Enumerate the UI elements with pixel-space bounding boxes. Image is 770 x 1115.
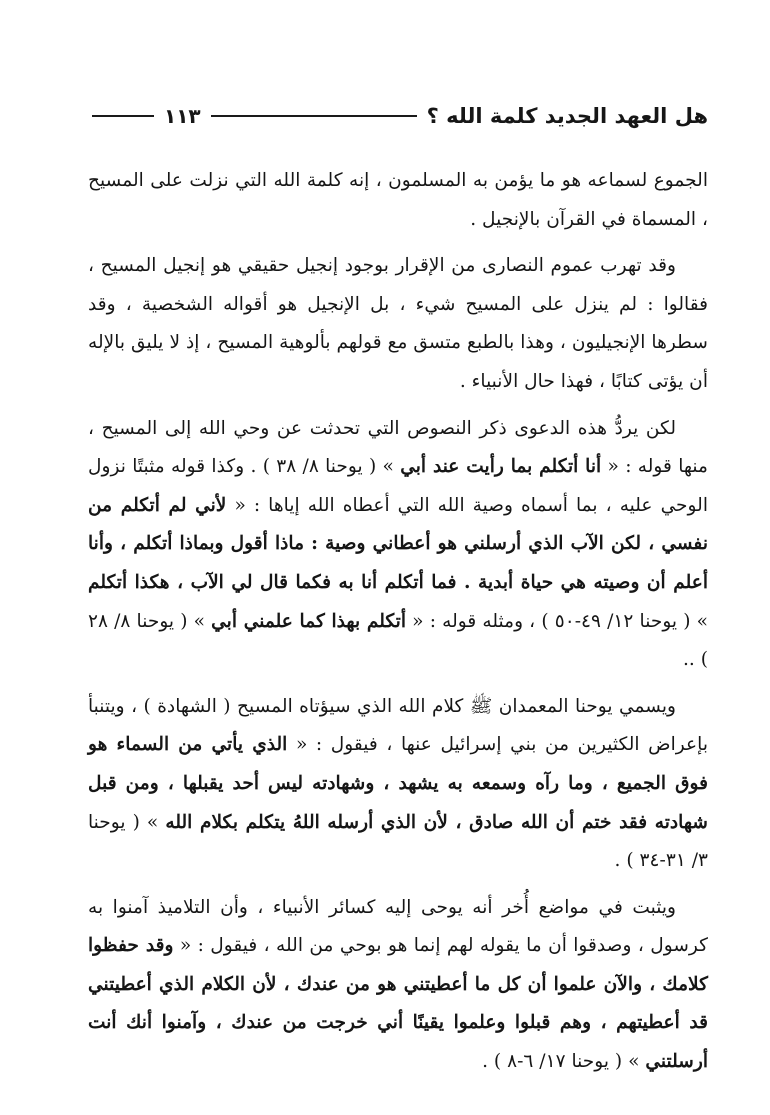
paragraph-2: وقد تهرب عموم النصارى من الإقرار بوجود إنجيل حقيقي هو إنجيل المسيح ، فقالوا : لم ينزل على المسيح شيء ، بل الإنجيل هو أقواله الشخصية ، وقد سطرها الإنجيليون ، وهذا بالطبع متسق مع قولهم بألوهية المسيح ، إذ لا يليق بالإله أن يؤتى كتابًا ، فهذا حال الأنبياء . xyxy=(88,255,708,392)
quote-john-12-49: لأني لم أتكلم من نفسي ، لكن الآب الذي أرسلني هو أعطاني وصية : ماذا أقول وبماذا أتكلم ، وأنا أعلم أن وصيته هي حياة أبدية . فما أتكلم أنا به فكما قال لي الآب ، هكذا أتكلم xyxy=(88,494,708,593)
paragraph-3-text: » ( يوحنا ١٢/ ٤٩-٥٠ ) ، ومثله قوله : « xyxy=(406,610,709,632)
paragraph-5-text: ويثبت في مواضع أُخر أنه يوحى إليه كسائر الأنبياء ، وأن التلاميذ آمنوا به كرسول ، وصدقوا أن ما يقوله لهم إنما هو بوحي من الله ، فيقول : « xyxy=(88,896,709,957)
paragraph-5 xyxy=(88,889,708,1082)
body-text xyxy=(88,162,708,1090)
paragraph-3-text: » ( يوحنا ٨/ ٢٨ ) .. xyxy=(88,610,708,671)
paragraph-3-text: لكن يردُّ هذه الدعوى ذكر النصوص التي تحدثت عن وحي الله إلى المسيح ، منها قوله : « xyxy=(88,417,708,478)
header-rule-end xyxy=(92,115,154,117)
header-rule xyxy=(211,115,417,117)
quote-john-8-38: أنا أتكلم بما رأيت عند أبي xyxy=(400,456,602,478)
paragraph-4-text: ويسمي يوحنا المعمدان ﷺ كلام الله الذي سيؤتاه المسيح ( الشهادة ) ، ويتنبأ بإعراض الكثيرين من بني إسرائيل عنها ، فيقول : « xyxy=(88,695,708,756)
paragraph-4-text: » ( يوحنا ٣/ ٣١-٣٤ ) . xyxy=(88,811,708,872)
quote-john-8-28: أتكلم بهذا كما علمني أبي xyxy=(211,610,407,632)
paragraph-1: الجموع لسماعه هو ما يؤمن به المسلمون ، إنه كلمة الله التي نزلت على المسيح ، المسماة في القرآن بالإنجيل . xyxy=(88,170,708,230)
paragraph-5-text: » ( يوحنا ١٧/ ٦-٨ ) . xyxy=(482,1051,646,1073)
quote-john-17-6: وقد حفظوا كلامك ، والآن علموا أن كل ما أعطيتني هو من عندك ، لأن الكلام الذي أعطيتني قد أعطيتهم ، وهم قبلوا وعلموا يقينًا أني خرجت من عندك ، وآمنوا أنك أنت أرسلتني xyxy=(88,935,708,1073)
page-number: ١١٣ xyxy=(164,104,201,128)
header-title: هل العهد الجديد كلمة الله ؟ xyxy=(426,104,708,128)
paragraph-3 xyxy=(88,410,708,680)
running-header xyxy=(92,96,708,136)
paragraph-4 xyxy=(88,688,708,881)
paragraph-3-text: » ( يوحنا ٨/ ٣٨ ) . وكذا قوله مثبتًا نزول الوحي عليه ، بما أسماه وصية الله التي أعطاه الله إياها : « xyxy=(88,456,708,516)
quote-john-3-31: الذي يأتي من السماء هو فوق الجميع ، وما رآه وسمعه به يشهد ، وشهادته ليس أحد يقبلها ، ومن قبل شهادته فقد ختم أن الله صادق ، لأن الذي أرسله اللهُ يتكلم بكلام الله xyxy=(88,734,708,833)
